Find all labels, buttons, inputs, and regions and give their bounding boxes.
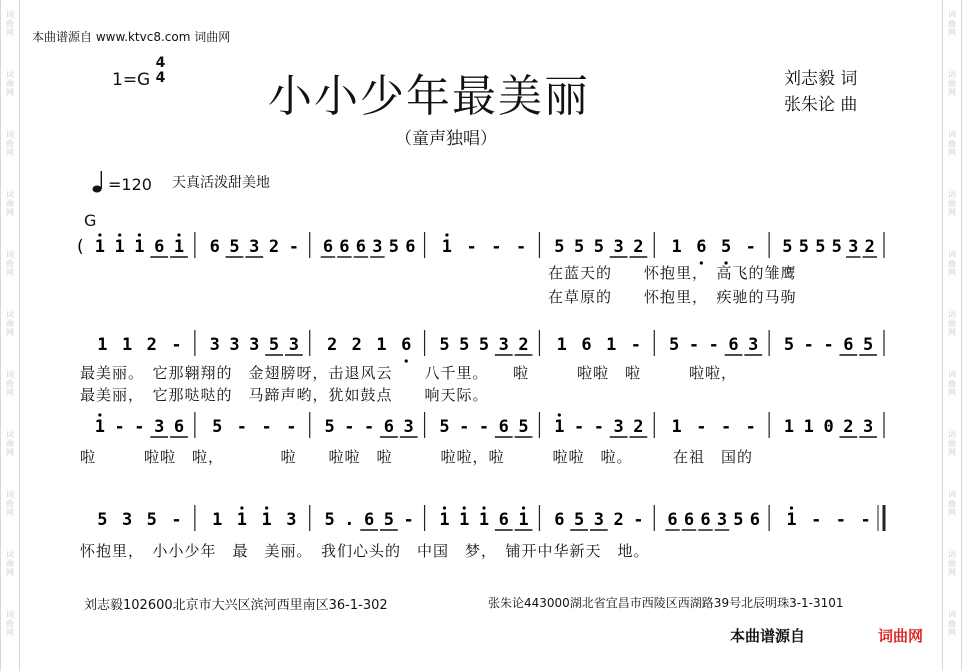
note: - — [745, 417, 756, 437]
note: - — [803, 335, 814, 355]
lyric-line: 在蓝天的 怀抱里， 高飞的雏鹰 — [548, 264, 797, 282]
note: 6 — [843, 335, 854, 355]
high-octave-dot — [482, 506, 485, 509]
side-watermark-text: 词 曲 网 — [6, 490, 14, 517]
note: 3 — [593, 510, 604, 530]
note: 3 — [249, 335, 260, 355]
note: 2 — [843, 417, 854, 437]
note: 6 — [383, 417, 395, 437]
note: 6 — [683, 510, 695, 530]
note: 5 — [815, 237, 826, 257]
note: 1 — [459, 510, 470, 530]
note: 1 — [671, 237, 682, 257]
note: 6 — [154, 237, 165, 257]
footer-brand-label: 本曲谱源自 — [730, 627, 806, 645]
high-octave-dot — [138, 233, 141, 236]
note: - — [459, 417, 470, 437]
lyric-line: 啦 啦啦 啦， 啦 啦啦 啦 啦啦，啦 啦啦 啦。 在祖 国的 — [80, 448, 754, 466]
time-top: 4 — [155, 55, 166, 71]
high-octave-dot — [445, 233, 448, 236]
note: 1 — [439, 510, 450, 530]
lyric-line: 怀抱里， 小小少年 最 美丽。 我们心头的 中国 梦， 铺开中华新天 地。 — [80, 542, 650, 560]
note: 5 — [97, 510, 108, 530]
note: 5 — [573, 237, 585, 257]
tempo-mark: =120 — [92, 170, 152, 194]
notation-svg — [80, 505, 884, 545]
note: 1 — [121, 335, 133, 355]
note: 1 — [134, 237, 145, 257]
side-watermark-text: 词 曲 网 — [948, 370, 956, 397]
note: - — [688, 335, 700, 355]
side-watermark-text: 词 曲 网 — [6, 70, 14, 97]
note: 6 — [405, 237, 416, 257]
note: 1 — [786, 510, 797, 530]
note: 6 — [322, 237, 334, 257]
note: - — [134, 417, 145, 437]
lyric-line: 在草原的 怀抱里， 疾驰的马驹 — [548, 288, 797, 306]
high-octave-dot — [522, 506, 525, 509]
high-octave-dot — [790, 506, 793, 509]
note: 1 — [478, 510, 490, 530]
note: 5 — [669, 335, 680, 355]
note: 5 — [518, 417, 529, 437]
note: 5 — [324, 417, 335, 437]
lyric-line: 最美丽。 它那翱翔的 金翅膀呀，击退风云 八千里。 啦 啦啦 啦 啦啦， — [80, 364, 738, 382]
note: 2 — [146, 335, 157, 355]
note: 3 — [372, 237, 383, 257]
note: 1 — [212, 510, 223, 530]
side-watermark-text: 词 曲 网 — [948, 250, 956, 277]
note: 5 — [783, 335, 795, 355]
high-octave-dot — [118, 233, 121, 236]
side-watermark-text: 词 曲 网 — [948, 310, 956, 337]
quarter-note-icon — [92, 170, 108, 194]
note: 5 — [554, 237, 565, 257]
note: - — [171, 510, 182, 530]
note: - — [171, 335, 182, 355]
side-watermark-text: 词 曲 网 — [6, 190, 14, 217]
side-watermark-text: 词 曲 网 — [6, 250, 14, 277]
note: 6 — [667, 510, 678, 530]
composer: 张朱论 曲 — [784, 95, 858, 115]
footer-address-lyricist: 刘志毅102600北京市大兴区滨河西里南区36-1-302 — [84, 598, 388, 613]
lyricist: 刘志毅 词 — [784, 69, 858, 89]
note: 5 — [798, 237, 809, 257]
note: 6 — [173, 417, 185, 437]
note: 3 — [748, 335, 759, 355]
note: 5 — [478, 335, 490, 355]
note: - — [573, 417, 585, 437]
note: 6 — [554, 510, 565, 530]
note: 1 — [783, 417, 795, 437]
note: 5 — [459, 335, 470, 355]
note: 5 — [831, 237, 842, 257]
note: - — [478, 417, 490, 437]
note: 1 — [554, 417, 565, 437]
note: 1 — [173, 237, 185, 257]
high-octave-dot — [443, 506, 446, 509]
note: 5 — [146, 510, 157, 530]
side-watermark-text: 词 曲 网 — [6, 130, 14, 157]
note: 6 — [728, 335, 739, 355]
note: - — [835, 510, 847, 530]
note: 1 — [236, 510, 248, 530]
note: 5 — [324, 510, 335, 530]
note: 2 — [351, 335, 362, 355]
side-watermark-text: 词 曲 网 — [948, 10, 956, 37]
note: 6 — [749, 510, 761, 530]
note: 2 — [864, 237, 875, 257]
note: 3 — [498, 335, 509, 355]
footer-address-composer: 张朱论443000湖北省宜昌市西陵区西湖路39号北辰明珠3-1-3101 — [488, 596, 844, 610]
note: - — [630, 335, 642, 355]
note: 5 — [720, 237, 732, 257]
note: 2 — [326, 335, 338, 355]
note: 1 — [94, 237, 106, 257]
note: - — [633, 510, 644, 530]
high-octave-dot — [177, 233, 180, 236]
side-watermark-text: 词 曲 网 — [948, 610, 956, 637]
note: 5 — [573, 510, 585, 530]
note: - — [593, 417, 604, 437]
note: - — [515, 237, 527, 257]
note: 5 — [388, 237, 399, 257]
note: 6 — [209, 237, 220, 257]
high-octave-dot — [558, 413, 561, 416]
high-octave-dot — [98, 233, 101, 236]
note: 1 — [606, 335, 617, 355]
side-watermark-text: 词 曲 网 — [6, 430, 14, 457]
note: - — [261, 417, 272, 437]
lyric-line: 最美丽， 它那哒哒的 马蹄声哟，犹如鼓点 响天际。 — [80, 386, 489, 404]
note: 5 — [439, 417, 450, 437]
high-octave-dot — [98, 413, 101, 416]
note: 0 — [823, 417, 834, 437]
note: - — [288, 237, 299, 257]
note: 5 — [439, 335, 450, 355]
note: - — [344, 417, 355, 437]
note: 3 — [229, 335, 240, 355]
note: - — [720, 417, 732, 437]
side-watermark-text: 词 曲 网 — [948, 550, 956, 577]
note: 2 — [613, 510, 624, 530]
side-watermark-text: 词 曲 网 — [948, 430, 956, 457]
side-watermark-text: 词 曲 网 — [6, 310, 14, 337]
repeat-paren: ( — [77, 237, 84, 257]
song-title: 小小少年最美丽 — [268, 71, 590, 122]
side-watermark-text: 词 曲 网 — [6, 370, 14, 397]
note: - — [364, 417, 375, 437]
note: 6 — [498, 510, 509, 530]
note: 5 — [733, 510, 744, 530]
note: - — [823, 335, 834, 355]
note: 2 — [633, 237, 644, 257]
note: 1 — [441, 237, 453, 257]
note: 5 — [212, 417, 223, 437]
note: 5 — [862, 335, 874, 355]
source-note: 本曲谱源自 www.ktvc8.com 词曲网 — [32, 30, 231, 44]
note: 1 — [671, 417, 682, 437]
note: - — [745, 237, 756, 257]
note: 6 — [498, 417, 509, 437]
note: 3 — [154, 417, 165, 437]
note: 5 — [383, 510, 395, 530]
note: 2 — [633, 417, 644, 437]
note: . — [344, 510, 355, 530]
note: 6 — [355, 237, 367, 257]
high-octave-dot — [240, 506, 243, 509]
chord-symbol: G — [84, 211, 97, 230]
note: 3 — [209, 335, 220, 355]
note: - — [114, 417, 125, 437]
note: 1 — [114, 237, 125, 257]
note: 6 — [364, 510, 375, 530]
note: 6 — [581, 335, 592, 355]
note: 6 — [696, 237, 707, 257]
note: - — [708, 335, 719, 355]
note: - — [403, 510, 414, 530]
note: 3 — [716, 510, 728, 530]
note: 5 — [593, 237, 604, 257]
note: 3 — [121, 510, 133, 530]
note: 6 — [700, 510, 711, 530]
side-watermark-text: 词 曲 网 — [948, 70, 956, 97]
note: 2 — [518, 335, 529, 355]
note: - — [466, 237, 477, 257]
note: - — [696, 417, 707, 437]
note: 5 — [268, 335, 280, 355]
footer-brand-logo: 词曲网 — [878, 627, 924, 645]
note: 6 — [401, 335, 412, 355]
side-watermark-text: 词 曲 网 — [6, 550, 14, 577]
note: 1 — [376, 335, 387, 355]
note: 1 — [556, 335, 567, 355]
note: 1 — [261, 510, 272, 530]
note: 3 — [613, 237, 624, 257]
note: 2 — [268, 237, 280, 257]
note: 1 — [518, 510, 529, 530]
key-signature: 1=G 4 4 — [112, 55, 166, 90]
note: 3 — [613, 417, 624, 437]
note: 3 — [862, 417, 874, 437]
side-watermark-text: 词 曲 网 — [948, 190, 956, 217]
note: 5 — [229, 237, 240, 257]
note: 6 — [339, 237, 350, 257]
note: - — [236, 417, 248, 437]
high-octave-dot — [463, 506, 466, 509]
side-watermark-text: 词 曲 网 — [6, 10, 14, 37]
high-octave-dot — [265, 506, 268, 509]
expression-mark: 天真活泼甜美地 — [172, 175, 270, 191]
subtitle: （童声独唱） — [395, 129, 497, 149]
side-watermark-text: 词 曲 网 — [6, 610, 14, 637]
note: 3 — [249, 237, 260, 257]
note: 5 — [782, 237, 793, 257]
note: 1 — [803, 417, 814, 437]
note: - — [811, 510, 822, 530]
note: - — [491, 237, 502, 257]
note: 3 — [286, 510, 297, 530]
note: 1 — [94, 417, 106, 437]
note: - — [860, 510, 871, 530]
time-bottom: 4 — [155, 70, 166, 86]
note: 3 — [403, 417, 414, 437]
side-watermark-text: 词 曲 网 — [948, 130, 956, 157]
note: 3 — [848, 237, 859, 257]
note: 3 — [288, 335, 299, 355]
note: - — [286, 417, 297, 437]
side-watermark-text: 词 曲 网 — [948, 490, 956, 517]
note: 1 — [97, 335, 108, 355]
